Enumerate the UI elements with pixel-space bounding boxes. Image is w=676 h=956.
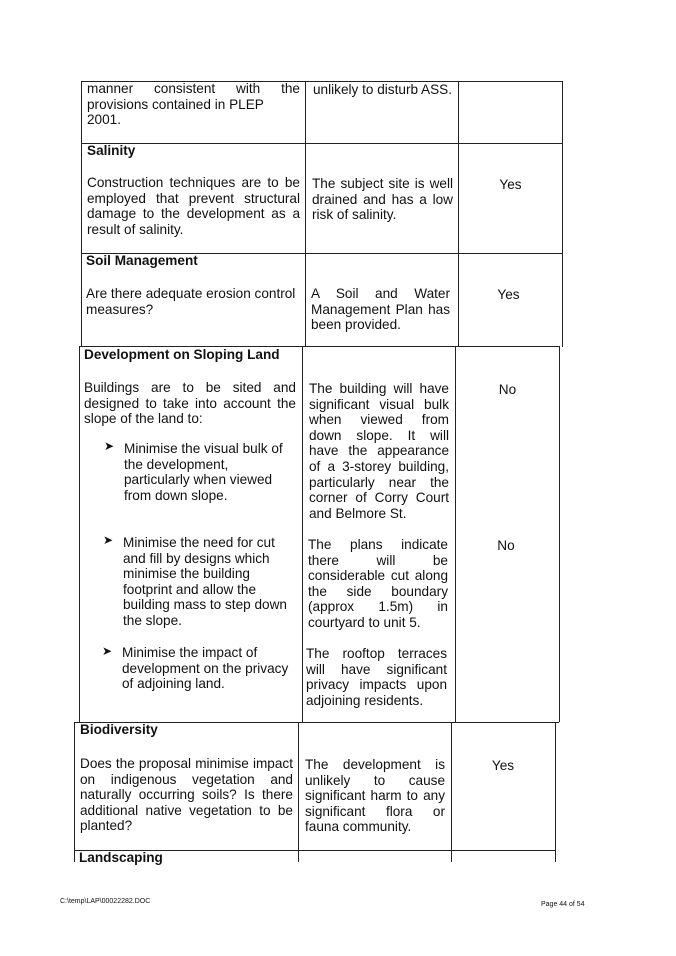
text-line: result of salinity.: [87, 221, 184, 237]
biodiversity-question: [80, 756, 293, 834]
text-line: Minimise the impact of: [122, 645, 258, 660]
arrow-bullet-icon: ➤: [103, 533, 114, 547]
text-line: privacy impacts upon: [306, 677, 447, 693]
text-line: employed that prevent structural: [87, 190, 300, 206]
text-line: measures?: [86, 301, 154, 317]
text-line: designed to take into account the: [84, 395, 296, 411]
table-border-left-mid: [79, 347, 80, 722]
text-line: The building will have: [309, 381, 449, 396]
sloping-heading: Development on Sloping Land: [84, 347, 280, 362]
text-line: on indigenous vegetation and: [80, 771, 293, 787]
sloping-bullet-3: [122, 645, 297, 692]
sloping-compliance-2: No: [497, 538, 515, 553]
sloping-comment-1: [309, 381, 449, 521]
text-line: The rooftop terraces: [306, 646, 447, 661]
table-divider-1-mid: [302, 347, 303, 722]
text-line: particularly near the: [309, 474, 449, 490]
text-line: naturally occurring soils? Is there: [80, 787, 293, 803]
text-line: risk of salinity.: [312, 207, 397, 223]
sloping-comment-2: [308, 537, 448, 631]
salinity-comment: [312, 176, 453, 223]
text-line: drained and has a low: [312, 191, 453, 207]
row-border-salinity: [81, 143, 562, 144]
text-line: significant flora or: [305, 803, 445, 819]
arrow-bullet-icon: ➤: [104, 439, 115, 453]
text-line: the side boundary: [308, 583, 448, 599]
text-line: corner of Corry Court: [309, 490, 449, 506]
sloping-comment-3: [306, 646, 447, 708]
text-line: Minimise the need for cut: [123, 535, 275, 550]
text-line: development on the privacy: [122, 660, 289, 676]
table-divider-2-mid: [455, 347, 456, 722]
text-line: from down slope.: [124, 487, 228, 503]
text-line: provisions contained in PLEP: [87, 96, 264, 112]
text-line: 2001.: [87, 112, 122, 128]
row1-description: [87, 81, 300, 128]
text-line: A Soil and Water: [311, 286, 450, 301]
sloping-compliance-1: No: [498, 382, 517, 397]
text-line: (approx 1.5m) in: [308, 599, 448, 615]
text-line: Are there adequate erosion control: [86, 286, 296, 301]
text-line: and fill by designs which: [123, 550, 270, 566]
sloping-bullet-2: [123, 535, 297, 629]
sloping-intro: [84, 380, 296, 427]
text-line: building mass to step down: [123, 597, 287, 613]
text-line: The development is: [305, 757, 445, 772]
text-line: slope of the land to:: [84, 411, 203, 427]
text-line: Buildings are to be sited and: [84, 380, 296, 395]
row1-comment: [313, 82, 453, 98]
text-line: been provided.: [311, 317, 401, 333]
text-line: fauna community.: [305, 819, 412, 835]
footer-file-path: C:\temp\LAP\00022282.DOC: [60, 898, 151, 905]
soil-compliance: Yes: [497, 287, 520, 302]
text-line: planted?: [80, 818, 133, 834]
text-line: considerable cut along: [308, 568, 448, 584]
table-border-right-bottom: [555, 722, 556, 862]
text-line: Management Plan has: [311, 301, 450, 317]
sloping-bullet-1: [124, 441, 294, 503]
text-line: additional native vegetation to be: [80, 802, 293, 818]
salinity-heading: Salinity: [87, 143, 136, 158]
table-divider-2-top: [458, 81, 459, 347]
text-line: manner consistent with the: [87, 81, 300, 96]
text-line: of adjoining land.: [122, 676, 225, 692]
text-line: The plans indicate: [308, 537, 448, 552]
text-line: the slope.: [123, 612, 182, 628]
table-border-left-bottom: [74, 722, 75, 862]
text-line: there will be: [308, 552, 448, 568]
table-divider-1-top: [305, 81, 306, 347]
text-line: Does the proposal minimise impact: [80, 756, 293, 771]
text-line: will have significant: [306, 661, 447, 677]
text-line: unlikely to cause: [305, 772, 445, 788]
text-line: particularly when viewed: [124, 472, 273, 488]
salinity-question: [87, 175, 300, 237]
soil-heading: Soil Management: [86, 253, 198, 268]
text-line: Minimise the visual bulk of: [124, 441, 283, 456]
table-border-right-top: [562, 81, 563, 347]
text-line: and Belmore St.: [309, 505, 407, 521]
biodiversity-heading: Biodiversity: [80, 722, 158, 737]
text-line: when viewed from: [309, 412, 449, 428]
text-line: footprint and allow the: [123, 581, 257, 597]
salinity-compliance: Yes: [499, 177, 522, 192]
soil-question: [86, 286, 302, 317]
text-line: adjoining residents.: [306, 692, 424, 708]
text-line: Construction techniques are to be: [87, 175, 300, 190]
table-divider-1-bottom: [298, 722, 299, 862]
footer-page-number: Page 44 of 54: [541, 901, 585, 908]
text-line: damage to the development as a: [87, 206, 300, 222]
text-line: minimise the building: [123, 566, 250, 582]
biodiversity-compliance: Yes: [491, 758, 515, 773]
text-line: down slope. It will: [309, 427, 449, 443]
text-line: significant harm to any: [305, 788, 445, 804]
arrow-bullet-icon: ➤: [102, 644, 113, 658]
table-border-right-mid: [559, 347, 560, 722]
table-divider-2-bottom: [451, 722, 452, 862]
text-line: have the appearance: [309, 443, 449, 459]
biodiversity-comment: [305, 757, 445, 835]
soil-comment: [311, 286, 450, 333]
text-line: The subject site is well: [312, 176, 453, 191]
table-border-left-top: [81, 81, 82, 347]
text-line: unlikely to disturb ASS.: [313, 82, 453, 97]
text-line: of a 3-storey building,: [309, 458, 449, 474]
landscaping-heading: Landscaping: [79, 850, 163, 865]
text-line: significant visual bulk: [309, 396, 449, 412]
text-line: the development,: [124, 456, 229, 472]
text-line: courtyard to unit 5.: [308, 614, 421, 630]
